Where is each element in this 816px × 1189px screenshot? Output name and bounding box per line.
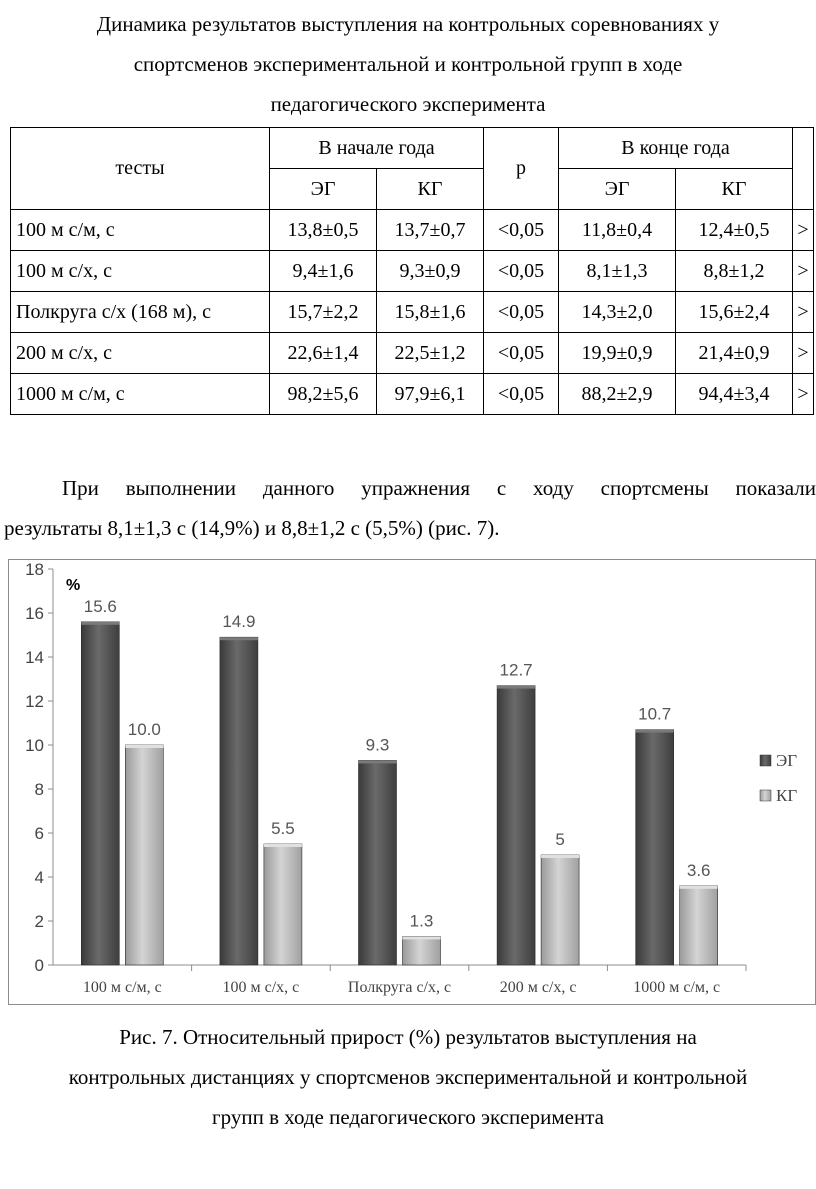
data-label: 12.7	[499, 660, 533, 680]
row-test-name: 100 м с/х, с	[11, 251, 270, 292]
x-tick-label: Полкруга с/х, с	[347, 979, 452, 996]
cell-p-start: <0,05	[484, 292, 559, 333]
bar-eg	[81, 622, 119, 965]
bar-cap	[636, 730, 674, 733]
cell-eg-end: 88,2±2,9	[559, 374, 676, 415]
figure-caption	[0, 1017, 816, 1137]
subheader-kg: КГ	[377, 169, 484, 210]
row-test-name: Полкруга с/х (168 м), с	[11, 292, 270, 333]
header-start-year: В начале года	[270, 128, 484, 169]
bar-kg	[403, 936, 441, 965]
legend-swatch-kg	[760, 790, 771, 801]
bar-chart	[8, 559, 816, 1005]
table-row	[11, 374, 814, 415]
data-label: 14.9	[222, 612, 256, 632]
figure-caption-line: контрольных дистанциях у спортсменов экспериментальной и контрольной	[68, 1065, 748, 1089]
y-tick-label: 18	[25, 560, 44, 579]
data-label: 3.6	[686, 860, 711, 880]
row-test-name: 200 м с/х, с	[11, 333, 270, 374]
paragraph-line: результаты 8,1±1,3 с (14,9%) и 8,8±1,2 с (5,5%) (рис. 7).	[4, 516, 500, 540]
table-row	[11, 210, 814, 251]
table-title-line: Динамика результатов выступления на контрольных соревнованиях у	[96, 12, 720, 36]
cell-kg-end: 21,4±0,9	[676, 333, 793, 374]
legend-swatch-eg	[760, 755, 771, 766]
subheader-eg: ЭГ	[270, 169, 377, 210]
cell-eg-end: 8,1±1,3	[559, 251, 676, 292]
header-p: р	[484, 128, 559, 210]
legend-label: ЭГ	[776, 751, 798, 770]
table-header-row	[11, 128, 814, 169]
cell-p-end: >	[793, 333, 814, 374]
cell-eg-start: 98,2±5,6	[270, 374, 377, 415]
header-p2	[793, 128, 814, 210]
bar-cap	[220, 637, 258, 640]
row-test-name: 1000 м с/м, с	[11, 374, 270, 415]
bar-kg	[541, 855, 579, 965]
x-tick-label: 1000 м с/м, с	[633, 979, 721, 996]
cell-kg-start: 9,3±0,9	[377, 251, 484, 292]
cell-kg-start: 22,5±1,2	[377, 333, 484, 374]
bar-cap	[541, 855, 579, 858]
cell-eg-start: 22,6±1,4	[270, 333, 377, 374]
bar-kg	[264, 844, 302, 965]
y-tick-label: 2	[34, 912, 44, 931]
bar-cap	[497, 686, 535, 689]
cell-p-start: <0,05	[484, 251, 559, 292]
table-title-line: спортсменов экспериментальной и контрольной групп в ходе	[133, 52, 683, 76]
cell-kg-end: 8,8±1,2	[676, 251, 793, 292]
y-tick-label: 12	[25, 692, 44, 711]
table-title	[0, 4, 816, 124]
cell-p-start: <0,05	[484, 210, 559, 251]
cell-eg-end: 14,3±2,0	[559, 292, 676, 333]
x-tick-label: 100 м с/х, с	[222, 979, 300, 996]
cell-eg-start: 13,8±0,5	[270, 210, 377, 251]
legend-label: КГ	[776, 786, 798, 805]
cell-kg-start: 13,7±0,7	[377, 210, 484, 251]
bar-eg	[220, 637, 258, 965]
paragraph-line: При выполнении данного упражнения с ходу спортсмены показали	[62, 476, 816, 500]
cell-p-end: >	[793, 292, 814, 333]
bar-cap	[359, 760, 397, 763]
data-label: 10.7	[638, 704, 672, 724]
table-row	[11, 333, 814, 374]
bar-kg	[125, 745, 163, 965]
y-tick-label: 16	[25, 604, 44, 623]
cell-p-start: <0,05	[484, 374, 559, 415]
results-table	[10, 127, 814, 415]
y-tick-label: 8	[34, 780, 44, 799]
bar-chart-svg	[8, 559, 816, 1005]
y-tick-label: 4	[34, 868, 44, 887]
table-row	[11, 292, 814, 333]
cell-eg-end: 11,8±0,4	[559, 210, 676, 251]
y-tick-label: 10	[25, 736, 44, 755]
bar-eg	[359, 760, 397, 965]
cell-kg-end: 12,4±0,5	[676, 210, 793, 251]
y-tick-label: 0	[34, 956, 44, 975]
data-label: 10.0	[127, 720, 161, 739]
data-label: 5	[555, 830, 565, 849]
y-tick-label: 6	[34, 824, 44, 843]
figure-caption-line: групп в ходе педагогического эксперимента	[212, 1105, 604, 1129]
row-test-name: 100 м с/м, с	[11, 210, 270, 251]
bar-eg	[636, 730, 674, 965]
cell-p-start: <0,05	[484, 333, 559, 374]
header-end-year: В конце года	[559, 128, 793, 169]
bar-cap	[125, 745, 163, 748]
table-row	[11, 251, 814, 292]
cell-p-end: >	[793, 251, 814, 292]
cell-kg-end: 94,4±3,4	[676, 374, 793, 415]
table-title-line: педагогического эксперимента	[270, 92, 546, 116]
bar-cap	[403, 936, 441, 939]
cell-kg-start: 97,9±6,1	[377, 374, 484, 415]
y-tick-label: 14	[25, 648, 44, 667]
data-label: 5.5	[271, 819, 295, 838]
subheader-eg: ЭГ	[559, 169, 676, 210]
data-label: 1.3	[409, 911, 434, 931]
data-label: 15.6	[83, 596, 117, 616]
x-tick-label: 100 м с/м, с	[82, 979, 162, 996]
cell-kg-end: 15,6±2,4	[676, 292, 793, 333]
x-tick-label: 200 м с/х, с	[499, 979, 577, 996]
cell-p-end: >	[793, 374, 814, 415]
bar-cap	[264, 844, 302, 847]
cell-kg-start: 15,8±1,6	[377, 292, 484, 333]
cell-eg-end: 19,9±0,9	[559, 333, 676, 374]
bar-kg	[680, 886, 718, 965]
cell-eg-start: 9,4±1,6	[270, 251, 377, 292]
cell-p-end: >	[793, 210, 814, 251]
cell-eg-start: 15,7±2,2	[270, 292, 377, 333]
data-label: 9.3	[365, 735, 390, 755]
y-axis-label: %	[66, 577, 81, 594]
subheader-kg: КГ	[676, 169, 793, 210]
bar-cap	[81, 622, 119, 625]
bar-eg	[497, 686, 535, 965]
header-tests: тесты	[11, 128, 270, 210]
bar-cap	[680, 886, 718, 889]
figure-caption-line: Рис. 7. Относительный прирост (%) результатов выступления на	[119, 1025, 697, 1049]
